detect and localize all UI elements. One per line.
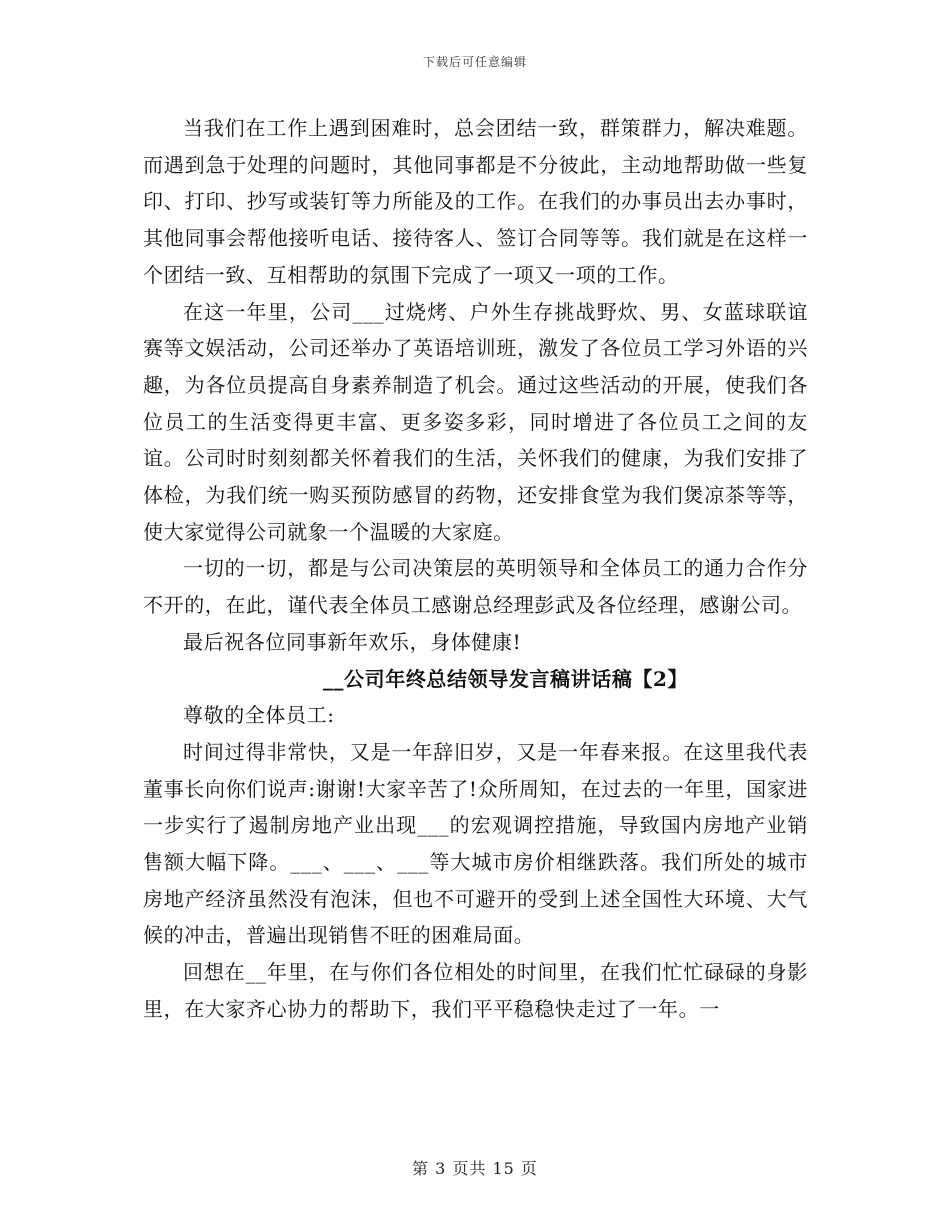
body-paragraph: 最后祝各位同事新年欢乐，身体健康! [183, 629, 522, 654]
page-footer: 第 3 页共 15 页 [412, 1159, 538, 1178]
body-paragraph: 当我们在工作上遇到困难时，总会团结一致，群策群力，解决难题。而遇到急于处理的问题时，其他同事都是不分彼此，主动地帮助做一些复印、打印、抄写或装钉等力所能及的工作。在我们的办事员出去办事时，其他同事会帮他接听电话、接待客人、签订合同等等。我们就是在这样一个团结一致、互相帮助的氛围下完成了一项又一项的工作。 [143, 116, 808, 287]
body-paragraph: 时间过得非常快，又是一年辞旧岁，又是一年春来报。在这里我代表董事长向你们说声:谢谢!大家辛苦了!众所周知，在过去的一年里，国家进一步实行了遏制房地产业出现___的宏观调控措施，导致国内房地产业销售额大幅下降。___、___、___等大城市房价相继跌落。我们所处的城市房地产经济虽然没有泡沫，但也不可避开的受到上述全国性大环境、大气候的冲击，普遍出现销售不旺的困难局面。 [143, 739, 808, 948]
document-body [143, 110, 808, 1028]
body-paragraph: 一切的一切，都是与公司决策层的英明领导和全体员工的通力合作分不开的，在此，谨代表全体员工感谢总经理彭武及各位经理，感谢公司。 [143, 556, 808, 618]
section-title: __公司年终总结领导发言稿讲话稿【2】 [322, 666, 689, 691]
body-paragraph: 回想在__年里，在与你们各位相处的时间里，在我们忙忙碌碌的身影里，在大家齐心协力的帮助下，我们平平稳稳快走过了一年。一 [143, 960, 808, 1021]
page-header: 下载后可任意编辑 [422, 55, 527, 69]
body-paragraph: 在这一年里，公司___过烧烤、户外生存挑战野炊、男、女蓝球联谊赛等文娱活动，公司还举办了英语培训班，激发了各位员工学习外语的兴趣，为各位员提高自身素养制造了机会。通过这些活动的开展，使我们各位员工的生活变得更丰富、更多姿多彩，同时增进了各位员工之间的友谊。公司时时刻刻都关怀着我们的生活，关怀我们的健康，为我们安排了体检，为我们统一购买预防感冒的药物，还安排食堂为我们煲凉茶等等，使大家觉得公司就象一个温暖的大家庭。 [143, 299, 808, 544]
salutation: 尊敬的全体员工: [183, 703, 335, 728]
